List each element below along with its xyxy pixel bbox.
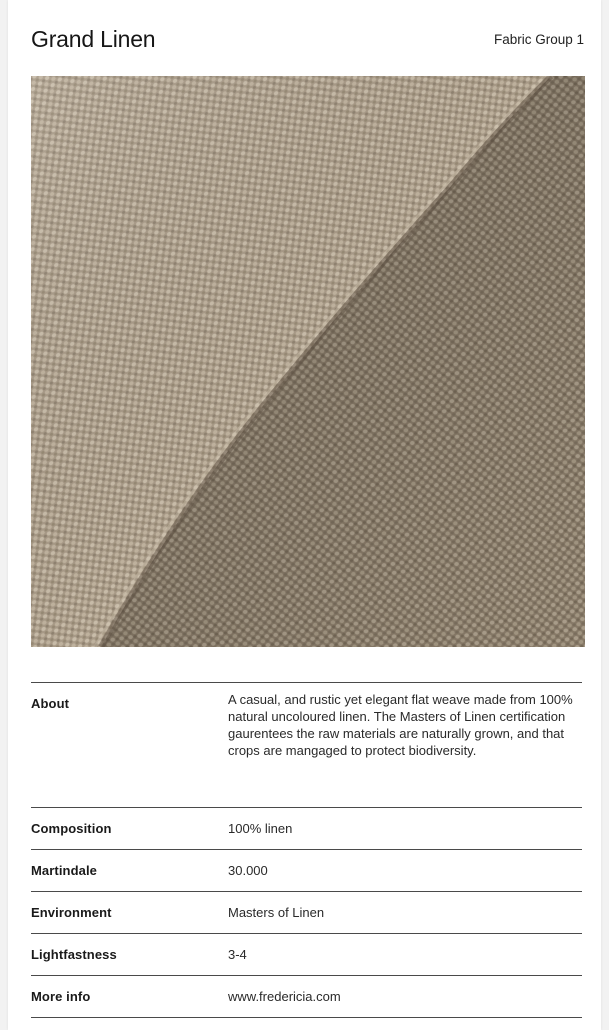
spec-label-lightfastness: Lightfastness <box>31 947 117 962</box>
spec-row-more-info <box>31 976 582 1018</box>
spec-value-about: A casual, and rustic yet elegant flat weave made from 100% natural uncoloured linen. The Masters of Linen certification gaurentees the raw materials are naturally grown, and that crops are mangaged to protect biodiversity. <box>228 692 573 758</box>
spec-row-lightfastness <box>31 934 582 976</box>
spec-label-martindale: Martindale <box>31 863 98 878</box>
spec-label-about: About <box>31 696 70 711</box>
spec-table <box>31 682 582 1018</box>
spec-row-martindale <box>31 850 582 892</box>
product-card <box>8 0 601 1030</box>
spec-label-composition: Composition <box>31 821 112 836</box>
spec-row-environment <box>31 892 582 934</box>
spec-label-environment: Environment <box>31 905 112 920</box>
spec-value-environment: Masters of Linen <box>228 905 325 920</box>
spec-row-about <box>31 683 582 808</box>
spec-value-lightfastness: 3-4 <box>228 947 247 962</box>
spec-row-composition <box>31 808 582 850</box>
fabric-group-label: Fabric Group 1 <box>493 32 584 47</box>
product-title: Grand Linen <box>31 26 156 52</box>
more-info-link[interactable]: www.fredericia.com <box>228 989 341 1004</box>
spec-value-composition: 100% linen <box>228 821 293 836</box>
spec-value-martindale: 30.000 <box>228 863 268 878</box>
fabric-swatch-image <box>31 76 585 647</box>
spec-label-more-info: More info <box>31 989 91 1004</box>
